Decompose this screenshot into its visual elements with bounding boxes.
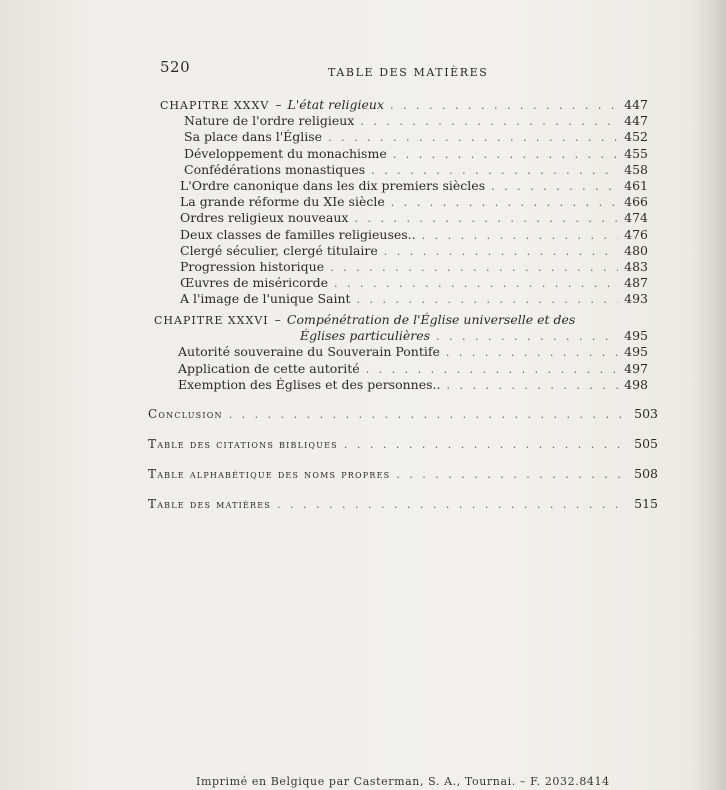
toc-entry: [154, 361, 648, 377]
dot-leader: [485, 179, 618, 194]
chapter-36-heading: [154, 312, 648, 328]
toc-entry-text: Autorité souveraine du Souverain Pontife: [178, 344, 440, 360]
toc-entry: [160, 291, 648, 307]
toc-entry: [154, 377, 648, 393]
backmatter-label: Table des matières: [148, 497, 271, 511]
toc-entry: [160, 259, 648, 275]
toc-entry-text: Sa place dans l'Église: [184, 129, 323, 145]
chapter-36-label: CHAPITRE XXXVI: [154, 314, 269, 327]
toc-entry-page: 498: [624, 376, 648, 392]
backmatter-list: [148, 406, 658, 526]
running-head: TABLE DES MATIÈRES: [328, 66, 489, 79]
toc-entry: [160, 275, 648, 291]
backmatter-page: 505: [634, 436, 658, 451]
backmatter-label: Conclusion: [148, 407, 223, 421]
chapter-36-dash: –: [274, 312, 281, 327]
backmatter-page: 515: [634, 496, 658, 511]
dot-leader: [440, 378, 618, 393]
toc-entry-page: 497: [624, 360, 648, 376]
backmatter-label: Table des citations bibliques: [148, 437, 338, 451]
toc-entry-text: Développement du monachisme: [184, 145, 387, 161]
toc-entry: [160, 162, 648, 178]
dot-leader: [322, 130, 618, 145]
dot-leader: [387, 147, 618, 162]
backmatter-label: Table alphabétique des noms propres: [148, 467, 391, 481]
dot-leader: [430, 329, 618, 344]
toc-entry-text: Clergé séculier, clergé titulaire: [180, 242, 378, 258]
toc-entry-page: 493: [624, 291, 648, 307]
backmatter-entry: [148, 466, 658, 496]
toc-entry-text: Nature de l'ordre religieux: [184, 113, 355, 129]
toc-entry: [160, 113, 648, 129]
dot-leader: [440, 345, 618, 360]
dot-leader: [378, 244, 618, 259]
dot-leader: [328, 276, 618, 291]
toc-entry-page: 452: [624, 129, 648, 145]
dot-leader: [384, 98, 618, 113]
dot-leader: [324, 260, 618, 275]
toc-entry-page: 474: [624, 210, 648, 226]
page-edge-shadow: [692, 0, 726, 790]
toc-entry-text: Application de cette autorité: [178, 360, 360, 376]
chapter-35: [160, 97, 648, 308]
dot-leader: [351, 292, 618, 307]
toc-entry-page: 458: [624, 161, 648, 177]
toc-entry-text: Ordres religieux nouveaux: [180, 210, 349, 226]
toc-entry: [160, 227, 648, 243]
chapter-35-heading: [160, 97, 648, 113]
toc-entry-page: 476: [624, 226, 648, 242]
toc-entry-page: 466: [624, 194, 648, 210]
toc-entry: [154, 344, 648, 360]
toc-entry-page: 495: [624, 344, 648, 360]
toc-entry: [160, 210, 648, 226]
chapter-36: [154, 312, 648, 393]
printer-imprint: Imprimé en Belgique par Casterman, S. A., Tournai. – F. 2032.8414: [196, 775, 610, 788]
toc-entry: [160, 146, 648, 162]
toc-entry: [160, 243, 648, 259]
toc-entry-page: 447: [624, 113, 648, 129]
dot-leader: [360, 362, 618, 377]
toc-entry-text: Confédérations monastiques: [184, 161, 366, 177]
toc-entry-page: 455: [624, 145, 648, 161]
toc-entry-text: L'Ordre canonique dans les dix premiers siècles: [180, 178, 486, 194]
chapter-36-heading-cont: [154, 328, 648, 344]
dot-leader: [365, 163, 618, 178]
chapter-36-page: 495: [624, 328, 648, 344]
dot-leader: [271, 498, 628, 511]
toc-entry-text: Progression historique: [180, 259, 325, 275]
toc-entry-page: 487: [624, 275, 648, 291]
toc-entry: [160, 194, 648, 210]
backmatter-entry: [148, 406, 658, 436]
toc-entry-text: A l'image de l'unique Saint: [180, 291, 351, 307]
toc-entry-page: 480: [624, 242, 648, 258]
page-number: 520: [160, 58, 191, 76]
chapter-35-page: 447: [624, 97, 648, 112]
chapter-36-title-line1: Compénétration de l'Église universelle et des: [286, 312, 576, 327]
chapter-36-title-line2: Églises particulières: [300, 328, 431, 344]
chapter-35-title: L'état religieux: [287, 97, 385, 112]
toc-entry-text: Deux classes de familles religieuses..: [180, 226, 416, 242]
chapter-35-label: CHAPITRE XXXV: [160, 99, 270, 112]
backmatter-entry: [148, 496, 658, 526]
toc-entry-text: Œuvres de miséricorde: [180, 275, 328, 291]
toc-entry: [160, 129, 648, 145]
backmatter-page: 508: [634, 466, 658, 481]
backmatter-entry: [148, 436, 658, 466]
toc-entry-page: 461: [624, 178, 648, 194]
toc-entry-text: La grande réforme du XIe siècle: [180, 194, 385, 210]
chapter-35-dash: –: [275, 97, 282, 112]
dot-leader: [416, 228, 618, 243]
dot-leader: [385, 195, 618, 210]
dot-leader: [338, 438, 628, 451]
backmatter-page: 503: [634, 406, 658, 421]
toc-entry-text: Exemption des Églises et des personnes..: [178, 376, 441, 392]
dot-leader: [223, 408, 628, 421]
dot-leader: [390, 468, 628, 481]
toc-entry-page: 483: [624, 259, 648, 275]
toc-entry: [160, 178, 648, 194]
dot-leader: [354, 114, 618, 129]
dot-leader: [348, 211, 618, 226]
